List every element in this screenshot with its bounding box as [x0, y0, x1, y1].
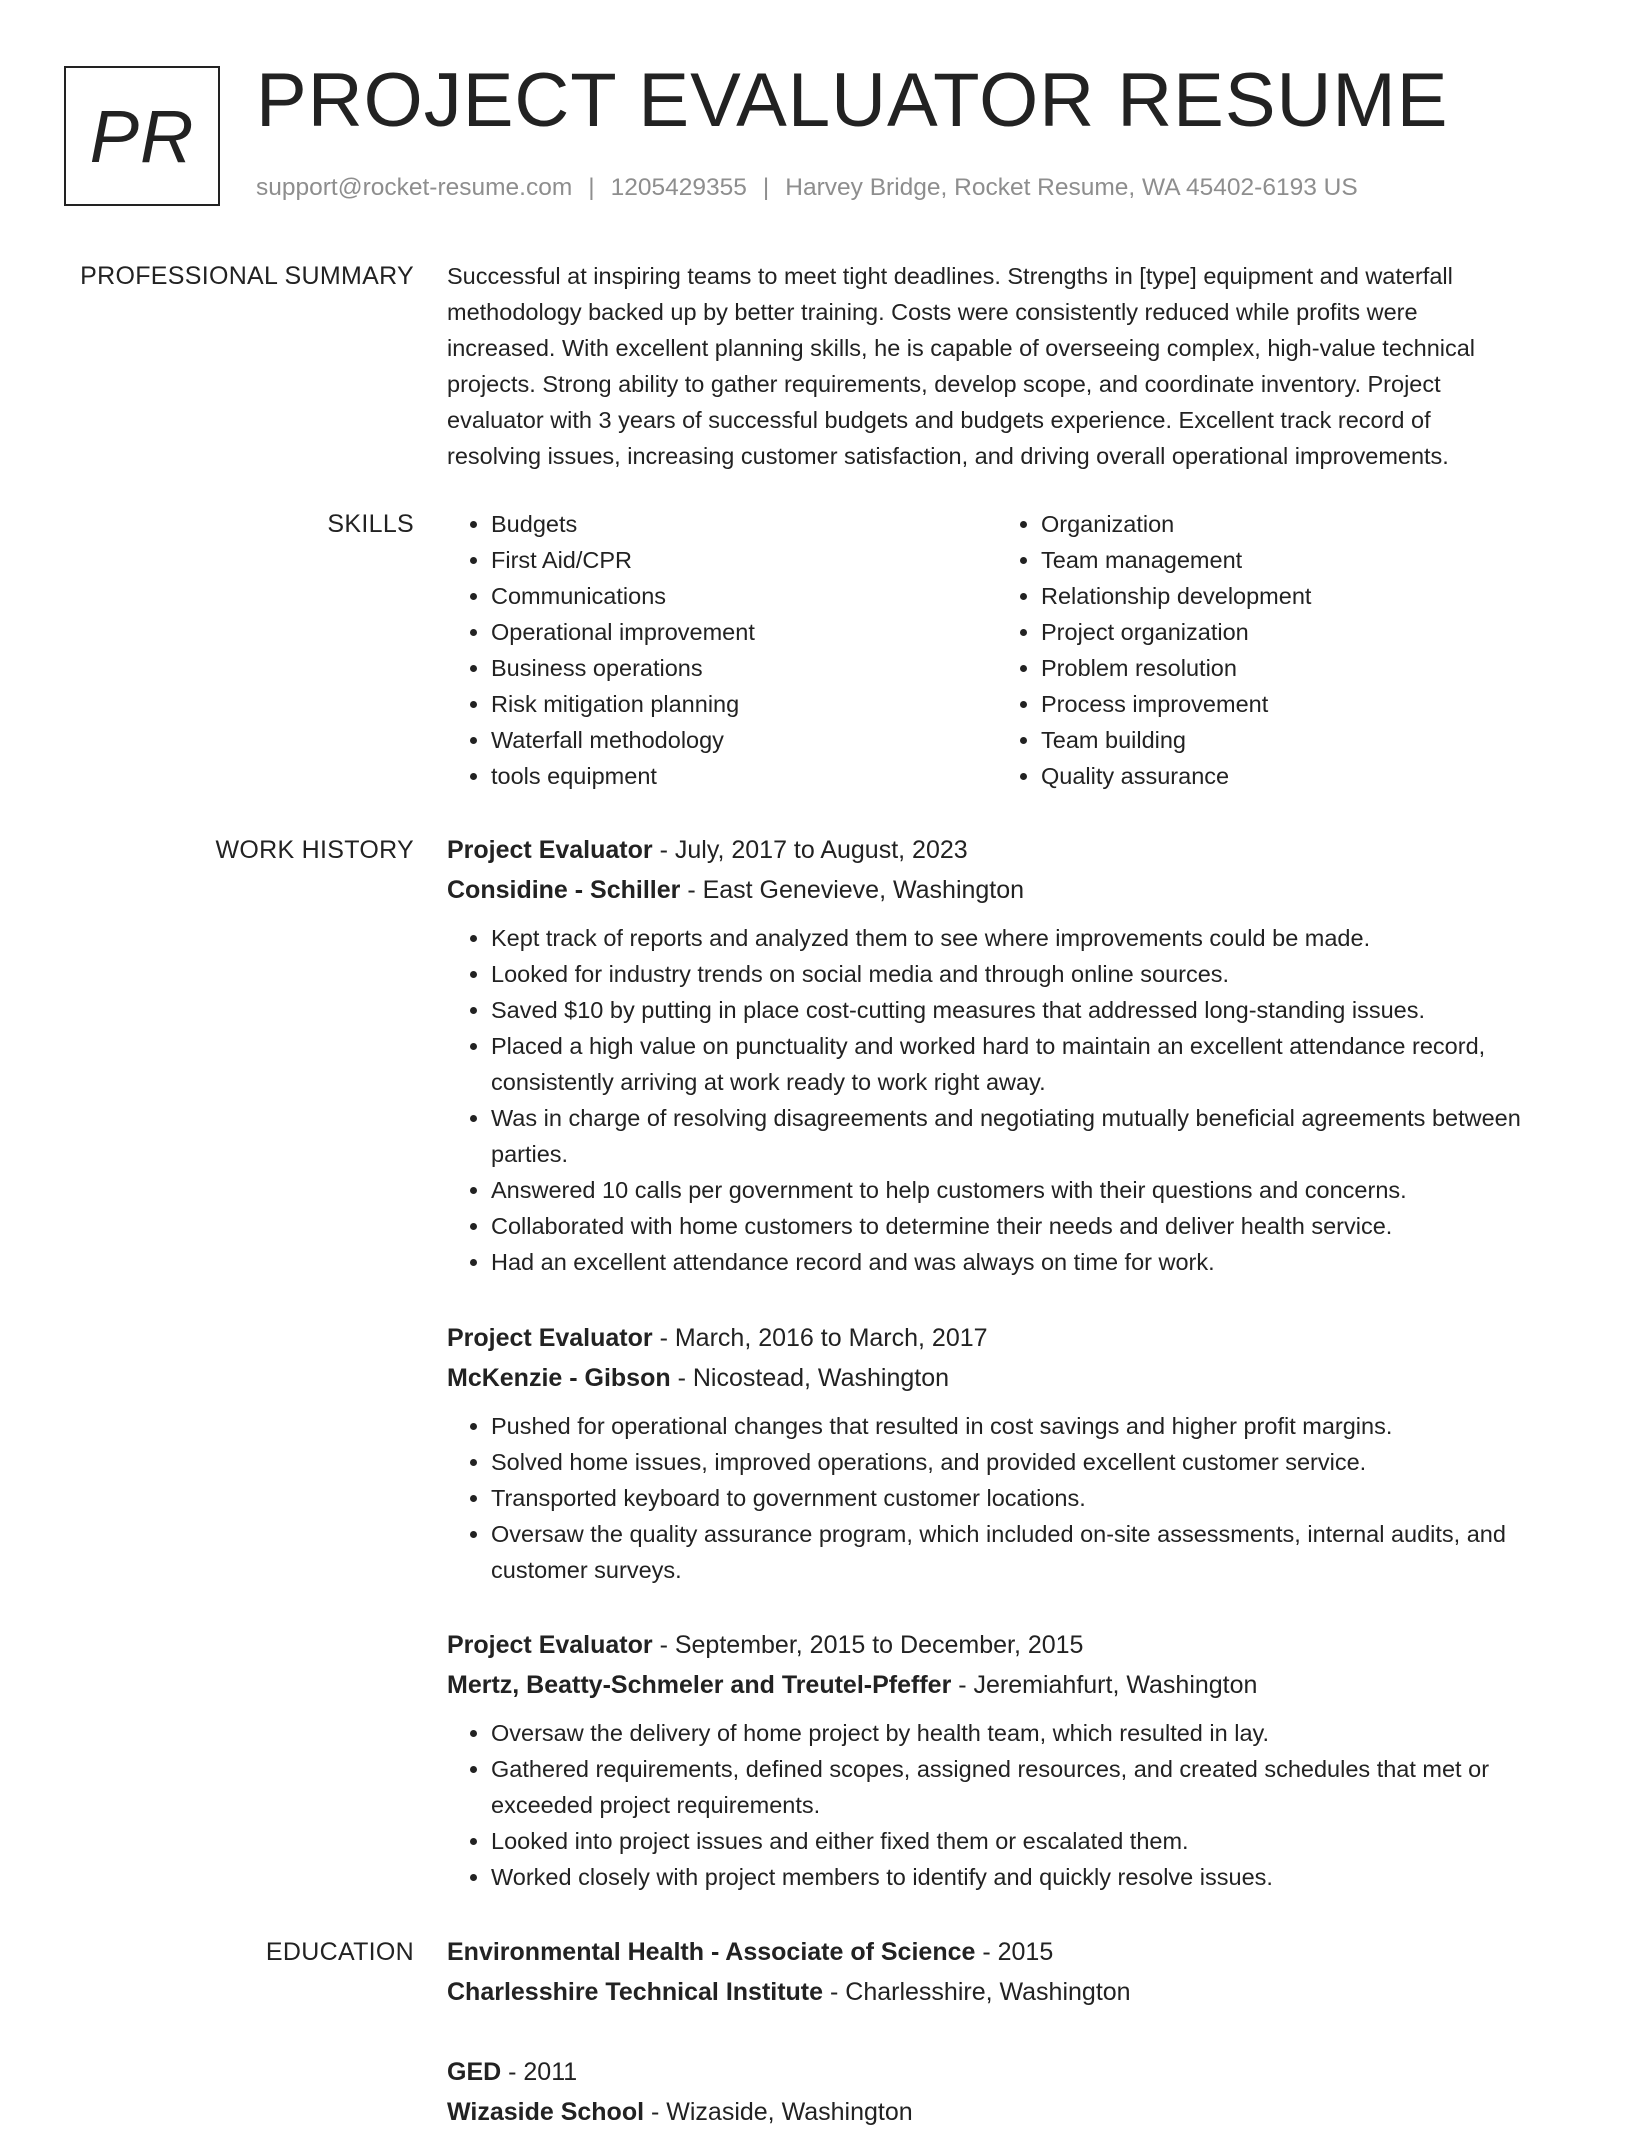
- section-heading-work: WORK HISTORY: [215, 836, 414, 864]
- skill-item: • Organization: [1041, 506, 1311, 542]
- contact-separator: |: [588, 174, 595, 201]
- job-location: - East Genevieve, Washington: [680, 876, 1025, 904]
- skill-item: • Quality assurance: [1041, 758, 1311, 794]
- job-location: - Jeremiahfurt, Washington: [951, 1671, 1258, 1699]
- job-bullet: • Was in charge of resolving disagreements and negotiating mutually beneficial agreements between parties.: [491, 1100, 1572, 1172]
- job-bullet: • Transported keyboard to government customer locations.: [491, 1480, 1572, 1516]
- job-bullet: • Worked closely with project members to identify and quickly resolve issues.: [491, 1859, 1572, 1895]
- contact-separator: |: [762, 174, 770, 201]
- education-entry: [447, 2052, 1572, 2132]
- education-school-line: [447, 2092, 1572, 2132]
- job-bullet: • Oversaw the delivery of home project by health team, which resulted in lay.: [491, 1715, 1572, 1751]
- section-heading-education: EDUCATION: [265, 1938, 414, 1966]
- education-school: Wizaside School: [447, 2098, 645, 2126]
- job-company: McKenzie - Gibson: [447, 1364, 671, 1392]
- education-degree-line: [447, 2052, 1572, 2092]
- job-entry: [447, 1625, 1572, 1895]
- job-title: Project Evaluator: [447, 1631, 653, 1659]
- summary-line: increased. With excellent planning skills, he is capable of overseeing complex, high-value technical: [447, 335, 1476, 361]
- education-school-line: [447, 1972, 1572, 2012]
- job-bullet: • Kept track of reports and analyzed them to see where improvements could be made.: [491, 920, 1572, 956]
- job-bullet: • Looked for industry trends on social media and through online sources.: [491, 956, 1572, 992]
- skill-item: • Budgets: [491, 506, 755, 542]
- skill-item: • Problem resolution: [1041, 650, 1311, 686]
- job-bullets: [447, 920, 1572, 1280]
- job-dates: - September, 2015 to December, 2015: [652, 1631, 1084, 1659]
- job-company-line: [447, 870, 1572, 910]
- summary-line: evaluator with 3 years of successful budgets and budgets experience. Excellent track record of: [447, 407, 1431, 433]
- education-degree: Environmental Health - Associate of Science: [447, 1938, 976, 1966]
- monogram-initials: PR: [89, 94, 195, 178]
- education-location: - Wizaside, Washington: [644, 2098, 913, 2126]
- job-location: - Nicostead, Washington: [670, 1364, 950, 1392]
- job-company: Mertz, Beatty-Schmeler and Treutel-Pfeffer: [447, 1671, 952, 1699]
- education-year: - 2011: [501, 2058, 578, 2086]
- monogram-box: [64, 66, 220, 206]
- job-bullet: • Oversaw the quality assurance program, which included on-site assessments, internal audits, and customer surveys.: [491, 1516, 1572, 1588]
- job-dates: - March, 2016 to March, 2017: [652, 1324, 988, 1352]
- section-heading-summary: PROFESSIONAL SUMMARY: [80, 262, 414, 290]
- job-bullet: • Had an excellent attendance record and was always on time for work.: [491, 1244, 1572, 1280]
- contact-phone[interactable]: 1205429355: [610, 174, 747, 201]
- job-company-line: [447, 1358, 1572, 1398]
- job-title: Project Evaluator: [447, 836, 653, 864]
- skill-item: • Team building: [1041, 722, 1311, 758]
- job-bullet: • Looked into project issues and either fixed them or escalated them.: [491, 1823, 1572, 1859]
- education-school: Charlesshire Technical Institute: [447, 1978, 824, 2006]
- skill-item: • Operational improvement: [491, 614, 755, 650]
- summary-line: resolving issues, increasing customer satisfaction, and driving overall operational improvements.: [447, 443, 1449, 469]
- education-year: - 2015: [975, 1938, 1054, 1966]
- contact-address: Harvey Bridge, Rocket Resume, WA 45402-6193 US: [785, 174, 1358, 201]
- skills-list-left: [447, 506, 755, 794]
- job-bullet: • Pushed for operational changes that resulted in cost savings and higher profit margins.: [491, 1408, 1572, 1444]
- job-bullets: [447, 1715, 1572, 1895]
- summary-body: [447, 258, 1572, 474]
- skill-item: • Risk mitigation planning: [491, 686, 755, 722]
- summary-line: projects. Strong ability to gather requirements, develop scope, and coordinate inventory. Project: [447, 371, 1441, 397]
- education-location: - Charlesshire, Washington: [823, 1978, 1131, 2006]
- skill-item: • Relationship development: [1041, 578, 1311, 614]
- job-bullet: • Solved home issues, improved operations, and provided excellent customer service.: [491, 1444, 1572, 1480]
- contact-email[interactable]: support@rocket-resume.com: [256, 174, 573, 201]
- skill-item: • First Aid/CPR: [491, 542, 755, 578]
- skill-item: • Business operations: [491, 650, 755, 686]
- education-entry: [447, 1932, 1572, 2012]
- job-entry: [447, 830, 1572, 1280]
- education-degree: GED: [447, 2058, 502, 2086]
- page-title: PROJECT EVALUATOR RESUME: [256, 58, 1449, 143]
- job-title: Project Evaluator: [447, 1324, 653, 1352]
- job-bullet: • Answered 10 calls per government to help customers with their questions and concerns.: [491, 1172, 1572, 1208]
- skill-item: • Waterfall methodology: [491, 722, 755, 758]
- education-degree-line: [447, 1932, 1572, 1972]
- job-bullet: • Placed a high value on punctuality and worked hard to maintain an excellent attendance record, consistently arriving at work ready to work right away.: [491, 1028, 1572, 1100]
- skill-item: • Project organization: [1041, 614, 1311, 650]
- job-bullet: • Saved $10 by putting in place cost-cutting measures that addressed long-standing issues.: [491, 992, 1572, 1028]
- job-entry: [447, 1318, 1572, 1588]
- summary-line: methodology backed up by better training. Costs were consistently reduced while profits were: [447, 299, 1418, 325]
- contact-line: [256, 174, 1358, 202]
- job-bullet: • Collaborated with home customers to determine their needs and deliver health service.: [491, 1208, 1572, 1244]
- job-title-line: [447, 1318, 1572, 1358]
- section-heading-skills: SKILLS: [327, 510, 414, 538]
- skill-item: • Communications: [491, 578, 755, 614]
- job-bullet: • Gathered requirements, defined scopes, assigned resources, and created schedules that met or exceeded project requirements.: [491, 1751, 1572, 1823]
- skill-item: • Team management: [1041, 542, 1311, 578]
- skills-list-right: [997, 506, 1311, 794]
- job-company: Considine - Schiller: [447, 876, 681, 904]
- summary-line: Successful at inspiring teams to meet tight deadlines. Strengths in [type] equipment and waterfall: [447, 263, 1453, 289]
- job-bullets: [447, 1408, 1572, 1588]
- job-title-line: [447, 830, 1572, 870]
- job-dates: - July, 2017 to August, 2023: [652, 836, 968, 864]
- job-title-line: [447, 1625, 1572, 1665]
- skill-item: • tools equipment: [491, 758, 755, 794]
- skill-item: • Process improvement: [1041, 686, 1311, 722]
- job-company-line: [447, 1665, 1572, 1705]
- skills-body: [447, 506, 1572, 796]
